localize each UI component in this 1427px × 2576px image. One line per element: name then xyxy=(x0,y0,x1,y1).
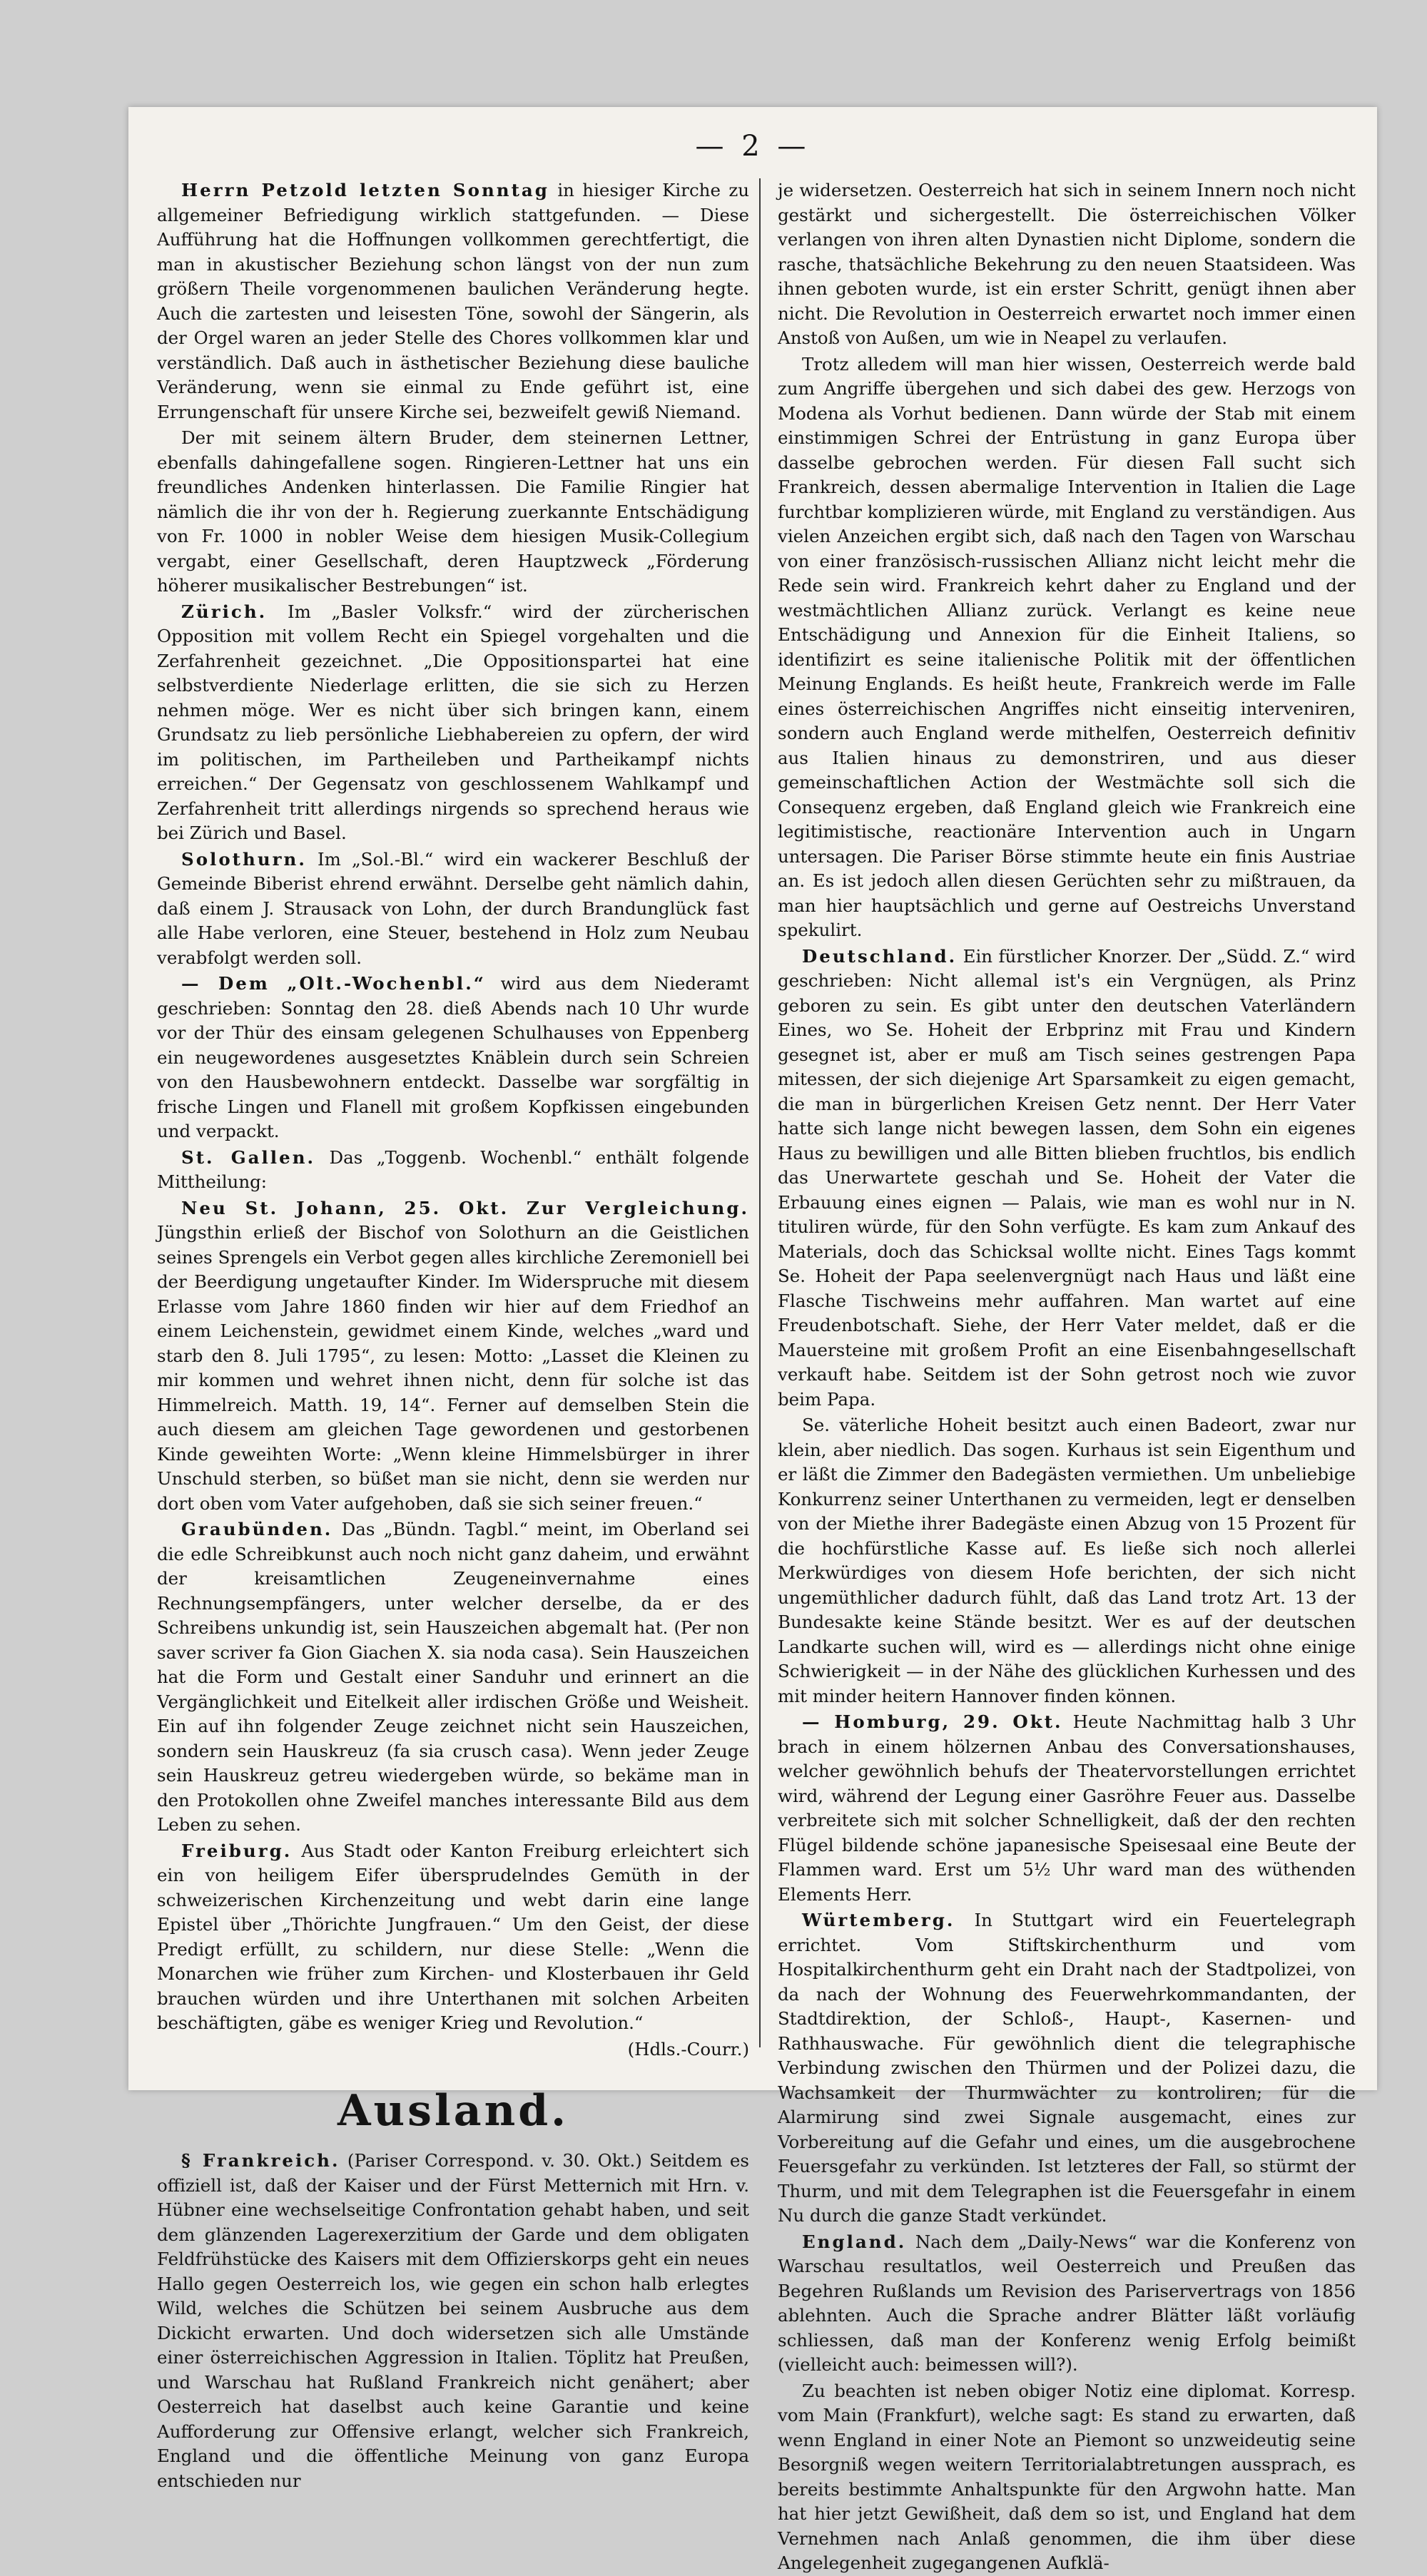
article-lead: Neu St. Johann, 25. Okt. Zur Vergleichung. xyxy=(181,1197,749,1218)
newspaper-page xyxy=(128,107,1377,2573)
article-paragraph xyxy=(778,2230,1356,2378)
article-lead: Freiburg. xyxy=(181,1840,293,1861)
article-text: in hiesiger Kirche zu allgemeiner Befriedigung wirklich stattgefunden. — Diese Aufführung hat die Hoffnungen vollkommen gerechtfertigt, die man in akustischer Beziehung schon längst von der nun zum größern Theile vorgenommenen baulichen Veränderung hegte. Auch die zartesten und leisesten Töne, sowohl der Sängerin, als der Orgel waren an jeder Stelle des Chores vollkommen klar und verständlich. Daß auch in ästhetischer Beziehung diese bauliche Veränderung, wenn sie einmal zu Ende geführt ist, eine Errungenschaft für unsere Kirche sei, bezweifelt gewiß Niemand. xyxy=(157,180,750,422)
article-lead: Solothurn. xyxy=(181,848,307,870)
ausland-articles xyxy=(157,2149,749,2493)
article-paragraph xyxy=(157,847,749,971)
section-title-ausland: Ausland. xyxy=(337,2086,569,2136)
article-text: je widersetzen. Oesterreich hat sich in seinem Innern noch nicht gestärkt und sichergestellt. Die österreichischen Völker verlangen von ihren alten Dynastien nicht Diplome, sondern die rasche, thatsächliche Bekehrung zu den neuen Staatsideen. Was ihnen geboten wurde, ist ein erster Schritt, genügt ihnen aber nicht. Die Revolution in Oesterreich erwartet noch immer einen Anstoß von Außen, um wie in Neapel zu verlaufen. xyxy=(778,180,1356,348)
article-text: Se. väterliche Hoheit besitzt auch einen Badeort, zwar nur klein, aber niedlich. Das sogen. Kurhaus ist sein Eigenthum und er läßt die Zimmer den Badegästen vermiethen. Um unbeliebige Konkurrenz seiner Unterthanen zu vermeiden, legt er denselben von der Miethe ihrer Badegäste einen Abzug von 15 Prozent für die hochfürstliche Kasse auf. Es ließe sich noch allerlei Merkwürdiges von diesem Hofe berichten, der sich nicht ungemüthlicher dadurch fühlt, daß das Land trotz Art. 13 der Bundesakte keine Stände besitzt. Wer es auf der deutschen Landkarte suchen will, wird es — allerdings nicht ohne einige Schwierigkeit — in der Nähe des glücklichen Kurhessen und des mit minder heitern Hannover finden können. xyxy=(778,1415,1356,1706)
article-paragraph xyxy=(778,945,1356,1412)
article-lead: Graubünden. xyxy=(181,1519,333,1539)
article-paragraph xyxy=(157,972,749,1144)
left-articles xyxy=(157,178,749,2036)
article-text: Ein fürstlicher Knorzer. Der „Südd. Z.“ wird geschrieben: Nicht allemal ist's ein Vergnügen, als Prinz geboren zu sein. Es gibt unter den deutschen Vaterländern Eines, wo Se. Hoheit der Erbprinz mit Frau und Kindern gesegnet ist, aber er muß am Tisch seines gestrengen Papa mitessen, der sich diejenige Art Sparsamkeit zu eigen gemacht, die man in bürgerlichen Kreisen Getz nennt. Der Herr Vater hatte sich lange nicht bewegen lassen, dem Sohn ein eigenes Haus zu bewilligen und alle Bitten blieben fruchtlos, bis endlich das Unerwartete geschah und Se. Hoheit der Vater die Erbauung eines eignen — Palais, wie man es wohl nur in N. tituliren würde, für den Sohn verfügte. Es kam zum Ankauf des Materials, doch das Schicksal wollte nicht. Eines Tags kommt Se. Hoheit der Papa seelenvergnügt nach Haus und läßt eine Flasche Tischweins mehr auffahren. Man wartet auf eine Freudenbotschaft. Siehe, der Herr Vater meldet, daß er die Mauersteine mit großem Profit an eine Eisenbahngesellschaft verkauft habe. Seitdem ist der Sohn getrost noch wie zuvor beim Papa. xyxy=(778,945,1356,1410)
article-paragraph xyxy=(157,600,749,846)
article-paragraph xyxy=(778,2379,1356,2576)
right-articles xyxy=(778,178,1356,2576)
article-text: Nach dem „Daily-News“ war die Konferenz von Warschau resultatlos, weil Oesterreich und Preußen das Begehren Rußlands um Revision des Pariservertrags von 1856 ablehnten. Auch die Sprache andrer Blätter läßt vorläufig schliessen, daß man der Konferenz wenig Erfolg beimißt (vielleicht auch: beimessen will?). xyxy=(778,2231,1356,2375)
article-text: Aus Stadt oder Kanton Freiburg erleichtert sich ein von heiligem Eifer übersprudelndes Gemüth in der schweizerischen Kirchenzeitung und webt darin eine lange Epistel über „Thörichte Jungfrauen.“ Um den Geist, der diese Predigt erfüllt, zu schildern, nur diese Stelle: „Wenn die Monarchen wie früher zum Kirchen- und Klosterbauen ihr Geld brauchen würden und ihre Unterthanen mit solchen Arbeiten beschäftigten, gäbe es weniger Krieg und Revolution.“ xyxy=(157,1840,749,2033)
column-divider xyxy=(759,178,761,2047)
article-text: Das „Bündn. Tagbl.“ meint, im Oberland sei die edle Schreibkunst auch noch nicht ganz daheim, und erwähnt der kreisamtlichen Zeugeneinvernahme eines Rechnungsempfängers, unter welcher derselbe, da er des Schreibens unkundig ist, sein Hauszeichen abgemalt hat. (Per non saver scriver fa Gion Giachen X. sia noda casa). Sein Hauszeichen hat die Form und Gestalt einer Sanduhr und erinnert an die Vergänglichkeit und Eitelkeit aller irdischen Größe und Weisheit. Ein auf ihn folgender Zeuge zeichnet nicht sein Hauszeichen, sondern sein Hauskreuz (fa sia crusch casa). Wenn jeder Zeuge sein Hauskreuz getreu wiedergeben würde, so bekäme man in den Protokollen ohne Zweifel manches interessante Bild aus dem Leben zu sehen. xyxy=(157,1519,749,1835)
article-paragraph xyxy=(778,352,1356,943)
article-signature: (Hdls.-Courr.) xyxy=(627,2038,749,2060)
article-text: Im „Sol.-Bl.“ wird ein wackerer Beschluß der Gemeinde Biberist ehrend erwähnt. Derselbe geht nämlich dahin, daß einem J. Strausack von Lohn, der durch Brandunglück fast alle Habe verloren, eine Steuer, bestehend in Holz zum Neubau verabfolgt werden soll. xyxy=(157,848,749,968)
article-text: Der mit seinem ältern Bruder, dem steinernen Lettner, ebenfalls dahingefallene sogen. Ringieren-Lettner hat uns ein freundliches Andenken hinterlassen. Die Familie Ringier hat nämlich die ihr von der h. Regierung zuerkannte Entschädigung von Fr. 1000 in nobler Weise dem hiesigen Musik-Collegium vergabt, einer Gesellschaft, deren Hauptzweck „Förderung höherer musikalischer Bestrebungen“ ist. xyxy=(157,427,749,596)
article-lead: — Homburg, 29. Okt. xyxy=(802,1711,1063,1732)
article-text: Im „Basler Volksfr.“ wird der zürcherischen Opposition mit vollem Recht ein Spiegel vorgehalten und die Zerfahrenheit gezeichnet. „Die Oppositionspartei hat eine selbstverdiente Niederlage erlitten, die sie sich zu Herzen nehmen möge. Wer es nicht über sich bringen kann, einem Grundsatz zu lieb persönliche Liebhabereien zu opfern, der wird im politischen, im Partheileben und Partheikampf nichts erreichen.“ Der Gegensatz von geschlossenem Wahlkampf und Zerfahrenheit tritt allerdings nirgends so sprechend heraus wie bei Zürich und Basel. xyxy=(157,601,749,843)
article-paragraph xyxy=(778,1710,1356,1907)
article-lead: St. Gallen. xyxy=(181,1146,316,1168)
left-column xyxy=(157,178,750,2491)
article-text: In Stuttgart wird ein Feuertelegraph errichtet. Vom Stiftskirchenthurm und vom Hospitalkirchenthurm geht ein Draht nach der Stadtpolizei, von da nach der Wohnung des Feuerwehrkommandanten, der Stadtdirektion, der Schloß-, Haupt-, Kasernen- und Rathhauswache. Für gewöhnlich dient die telegraphische Verbindung zwischen den Thürmen und der Polizei dazu, die Wachsamkeit der Thurmwächter zu kontroliren; für die Alarmirung sind zwei Signale ausgemacht, eines zur Vorbereitung auf die Gefahr und eines, um die ausgebrochene Feuersgefahr zu verkünden. Ist letzteres der Fall, so stürmt der Thurm, und mit dem Telegraphen ist die Feuersgefahr in einem Nu durch die ganze Stadt verkündet. xyxy=(778,1910,1356,2226)
article-lead: — Dem „Olt.-Wochenbl.“ xyxy=(181,973,486,994)
article-lead: § Frankreich. xyxy=(181,2150,340,2171)
article-paragraph xyxy=(157,1517,749,1838)
article-text: (Pariser Correspond. v. 30. Okt.) Seitdem es offiziell ist, daß der Kaiser und der Fürst Metternich mit Hrn. v. Hübner eine wechselseitige Confrontation gehabt haben, und seit dem glänzenden Lagerexerzitium der Garde und dem obligaten Feldfrühstücke des Kaisers mit dem Offizierskorps geht ein neues Hallo gegen Oesterreich los, wie gegen ein schon halb erlegtes Wild, welches die Schützen bei seinem Ausbruche aus dem Dickicht erwarten. Und doch widersetzen sich alle Umstände einer österreichischen Aggression in Italien. Töplitz hat Preußen, und Warschau hat Rußland Frankreich nicht genähert; aber Oesterreich hat daselbst auch keine Garantie und keine Aufforderung zur Offensive erlangt, welcher sich Frankreich, England und die öffentliche Meinung von ganz Europa entschieden nur xyxy=(157,2150,749,2491)
right-column xyxy=(778,178,1356,2573)
article-lead: England. xyxy=(802,2231,907,2252)
article-paragraph xyxy=(157,2149,749,2493)
article-lead: Zürich. xyxy=(181,601,268,622)
article-paragraph xyxy=(157,1196,749,1517)
article-paragraph xyxy=(778,1413,1356,1709)
article-paragraph xyxy=(157,426,749,599)
article-text: Jüngsthin erließ der Bischof von Solothurn an die Geistlichen seines Sprengels ein Verbot gegen alles kirchliche Zeremoniell bei der Beerdigung ungetaufter Kinder. Im Widerspruche mit diesem Erlasse vom Jahre 1860 finden wir hier auf dem Friedhof an einem Leichenstein, gewidmet einem Kinde, welches „ward und starb den 8. Juli 1795“, zu lesen: Motto: „Lasset die Kleinen zu mir kommen und wehret ihnen nicht, denn für solche ist das Himmelreich. Matth. 19, 14“. Ferner auf demselben Stein die auch diesem am gleichen Tage gewordenen und gestorbenen Kinde geweihten Worte: „Wenn kleine Himmelsbürger in ihrer Unschuld sterben, so büßet man sie nicht, denn sie werden nur dort oben vom Vater aufgehoben, daß sie sich seiner freuen.“ xyxy=(157,1222,749,1514)
article-paragraph xyxy=(157,178,749,424)
article-lead: Deutschland. xyxy=(802,945,958,967)
article-paragraph xyxy=(157,1146,749,1195)
article-paragraph xyxy=(778,1908,1356,2229)
article-text: Heute Nachmittag halb 3 Uhr brach in einem hölzernen Anbau des Conversationshauses, welcher gewöhnlich behufs der Theatervorstellungen errichtet wird, während der Legung einer Gasröhre Feuer aus. Dasselbe verbreitete sich mit solcher Schnelligkeit, daß der den rechten Flügel bildende schöne japanesische Speisesaal eine Beute der Flammen ward. Erst um 5½ Uhr ward man des wüthenden Elements Herr. xyxy=(778,1711,1356,1905)
article-text: wird aus dem Niederamt geschrieben: Sonntag den 28. dieß Abends nach 10 Uhr wurde vor der Thür des einsam gelegenen Schulhauses von Eppenberg ein neugewordenes ausgesetztes Knäblein durch sein Schreien von den Hausbewohnern entdeckt. Dasselbe war sorgfältig in frische Lingen und Flanell mit großem Kopfkissen eingebunden und verpackt. xyxy=(157,973,749,1141)
article-paragraph xyxy=(157,1839,749,2036)
article-lead: Würtemberg. xyxy=(802,1910,955,1930)
article-lead: Herrn Petzold letzten Sonntag xyxy=(181,180,549,200)
page-number: — 2 — xyxy=(695,130,811,163)
article-text: Das „Toggenb. Wochenbl.“ enthält folgende Mittheilung: xyxy=(157,1146,749,1192)
article-paragraph xyxy=(778,178,1356,351)
article-text: Trotz alledem will man hier wissen, Oesterreich werde bald zum Angriffe übergehen und sich dabei des gew. Herzogs von Modena als Vorhut bedienen. Dann würde der Stab mit einem einstimmigen Schrei der Entrüstung in ganz Europa über dasselbe gebrochen werden. Für diesen Fall sucht sich Frankreich, dessen abermalige Intervention in Italien die Lage furchtbar komplizieren würde, mit England zu verständigen. Aus vielen Anzeichen ergibt sich, daß nach den Tagen von Warschau von einer französisch-russischen Allianz nicht leicht mehr die Rede sein wird. Frankreich kehrt daher zu England und der westmächtlichen Allianz zurück. Verlangt es keine neue Entschädigung und Annexion für die Einheit Italiens, so identifizirt es seine italienische Politik mit der öffentlichen Meinung Englands. Es heißt heute, Frankreich werde im Falle eines österreichischen Angriffes nicht einseitig interveniren, sondern auch England werde mithelfen, Oesterreich definitiv aus Italien hinaus zu demonstriren, und aus dieser gemeinschaftlichen Action der Westmächte soll sich die Consequenz ergeben, daß England gleich wie Frankreich eine legitimistische, reactionäre Intervention auch in Ungarn untersagen. Die Pariser Börse stimmte heute ein finis Austriae an. Es ist jedoch allen diesen Gerüchten sehr zu mißtrauen, da man hier hauptsächlich und gerne auf Oestreichs Unverstand spekulirt. xyxy=(778,353,1356,940)
article-text: Zu beachten ist neben obiger Notiz eine diplomat. Korresp. vom Main (Frankfurt), welche sagt: Es stand zu erwarten, daß wenn England in einer Note an Piemont so unzweideutig seine Besorgniß wegen weitern Territorialabtretungen aussprach, es bereits bestimmte Anhaltspunkte für den Argwohn hatte. Man hat hier jetzt Gewißheit, daß dem so ist, und England hat dem Vernehmen nach Anlaß genommen, die ihm über diese Angelegenheit zugegangenen Aufklä- xyxy=(778,2380,1356,2573)
